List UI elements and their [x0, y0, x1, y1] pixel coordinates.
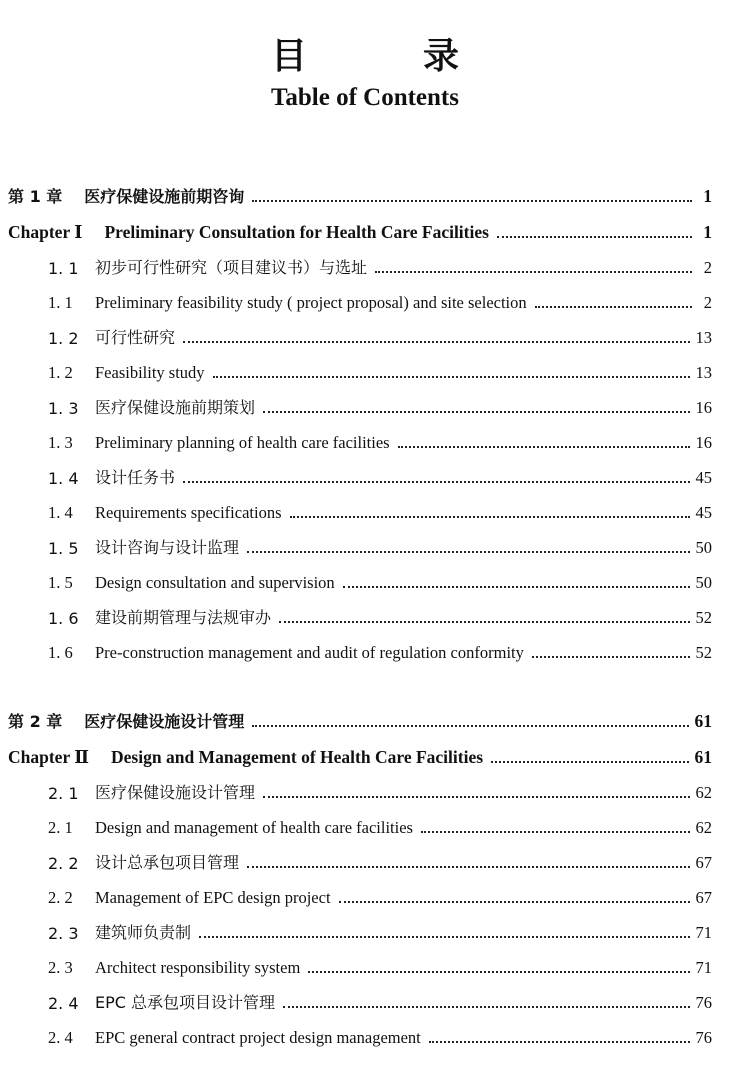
dot-leader	[247, 551, 689, 553]
entry-title: Preliminary feasibility study ( project proposal) and site selection	[95, 293, 527, 312]
page-number: 61	[694, 711, 712, 731]
page-number: 45	[695, 468, 712, 487]
entry-number: 第 1 章	[8, 187, 63, 206]
dot-leader	[491, 761, 688, 763]
toc-section-entry[interactable]	[48, 567, 712, 593]
page-number: 1	[703, 222, 712, 242]
entry-number: 2. 4	[48, 994, 79, 1013]
entry-number: 1. 3	[48, 433, 73, 452]
dot-leader	[339, 901, 690, 903]
toc-section-entry[interactable]	[48, 637, 712, 663]
entry-title: Preliminary planning of health care facilities	[95, 433, 390, 452]
page-number: 50	[695, 538, 712, 557]
entry-title: EPC 总承包项目设计管理	[95, 993, 276, 1012]
page-number: 62	[695, 818, 712, 837]
page-number: 50	[695, 573, 712, 592]
entry-number: 2. 3	[48, 924, 79, 943]
entry-title: Management of EPC design project	[95, 888, 331, 907]
entry-number: 2. 1	[48, 818, 73, 837]
entry-title: Design consultation and supervision	[95, 573, 335, 592]
toc-section-entry[interactable]	[48, 427, 712, 453]
toc-section-entry[interactable]	[48, 952, 712, 978]
page-number: 67	[695, 888, 712, 907]
page-number: 67	[695, 853, 712, 872]
dot-leader	[308, 971, 689, 973]
dot-leader	[283, 1006, 689, 1008]
entry-title: 医疗保健设施前期策划	[95, 398, 256, 417]
entry-number: 1. 5	[48, 539, 79, 558]
entry-title: 建筑师负责制	[95, 923, 192, 942]
entry-number: 1. 2	[48, 329, 79, 348]
page-title-english: Table of Contents	[271, 84, 459, 111]
dot-leader	[398, 446, 690, 448]
toc-section-entry[interactable]	[48, 462, 712, 488]
entry-title: 医疗保健设施设计管理	[84, 712, 245, 731]
entry-title: Preliminary Consultation for Health Care Facilities	[104, 222, 489, 242]
page-title-chinese: 目 录	[270, 36, 499, 77]
entry-title: 设计咨询与设计监理	[95, 538, 240, 557]
entry-number: 1. 4	[48, 503, 73, 522]
dot-leader	[252, 725, 688, 727]
entry-number: 2. 2	[48, 854, 79, 873]
entry-number: 2. 1	[48, 784, 79, 803]
dot-leader	[252, 200, 692, 202]
entry-title: Feasibility study	[95, 363, 205, 382]
entry-title: 建设前期管理与法规审办	[95, 608, 272, 627]
entry-number: 1. 4	[48, 469, 79, 488]
toc-section-entry[interactable]	[48, 322, 712, 348]
page-number: 13	[695, 363, 712, 382]
entry-number: 1. 5	[48, 573, 73, 592]
page-number: 13	[695, 328, 712, 347]
page-number: 52	[695, 608, 712, 627]
entry-title: 医疗保健设施设计管理	[95, 783, 256, 802]
toc-section-entry[interactable]	[48, 847, 712, 873]
dot-leader	[183, 481, 689, 483]
entry-title: 设计任务书	[95, 468, 176, 487]
toc-section-entry[interactable]	[48, 602, 712, 628]
toc-chapter-entry[interactable]	[8, 706, 712, 732]
page-number: 71	[695, 958, 712, 977]
dot-leader	[421, 831, 690, 833]
entry-number: 1. 6	[48, 643, 73, 662]
toc-section-entry[interactable]	[48, 882, 712, 908]
dot-leader	[290, 516, 690, 518]
entry-number: 1. 1	[48, 293, 73, 312]
entry-number: 1. 3	[48, 399, 79, 418]
entry-title: Requirements specifications	[95, 503, 282, 522]
dot-leader	[375, 271, 692, 273]
page-number: 16	[695, 398, 712, 417]
entry-number: 1. 6	[48, 609, 79, 628]
dot-leader	[497, 236, 692, 238]
toc-chapter-entry[interactable]	[8, 217, 712, 243]
page-number: 45	[695, 503, 712, 522]
dot-leader	[279, 621, 689, 623]
dot-leader	[263, 796, 689, 798]
entry-number: 1. 1	[48, 259, 79, 278]
page-number: 76	[695, 1028, 712, 1047]
toc-section-entry[interactable]	[48, 812, 712, 838]
entry-title: Architect responsibility system	[95, 958, 301, 977]
page-number: 1	[703, 186, 712, 206]
dot-leader	[343, 586, 690, 588]
toc-chapter-entry[interactable]	[8, 742, 712, 768]
toc-section-entry[interactable]	[48, 777, 712, 803]
entry-number: Chapter Ⅱ	[8, 747, 90, 767]
toc-section-entry[interactable]	[48, 1022, 712, 1048]
page-number: 16	[695, 433, 712, 452]
toc-section-entry[interactable]	[48, 392, 712, 418]
toc-section-entry[interactable]	[48, 497, 712, 523]
page-number: 52	[695, 643, 712, 662]
entry-title: 设计总承包项目管理	[95, 853, 240, 872]
page-number: 61	[694, 747, 712, 767]
entry-number: 2. 4	[48, 1028, 73, 1047]
entry-title: 初步可行性研究（项目建议书）与选址	[95, 258, 368, 277]
dot-leader	[429, 1041, 690, 1043]
toc-section-entry[interactable]	[48, 532, 712, 558]
dot-leader	[199, 936, 689, 938]
entry-title: Design and management of health care facilities	[95, 818, 413, 837]
dot-leader	[183, 341, 689, 343]
entry-title: EPC general contract project design management	[95, 1028, 421, 1047]
dot-leader	[532, 656, 690, 658]
page-number: 2	[703, 258, 712, 277]
toc-section-entry[interactable]	[48, 987, 712, 1013]
page-number: 76	[695, 993, 712, 1012]
page-number: 2	[703, 293, 712, 312]
dot-leader	[535, 306, 692, 308]
page-number: 62	[695, 783, 712, 802]
toc-section-entry[interactable]	[48, 252, 712, 278]
toc-chapter-entry[interactable]	[8, 181, 712, 207]
entry-title: Design and Management of Health Care Facilities	[111, 747, 484, 767]
entry-number: 第 2 章	[8, 712, 63, 731]
entry-number: Chapter Ⅰ	[8, 222, 83, 242]
toc-section-entry[interactable]	[48, 287, 712, 313]
toc-section-entry[interactable]	[48, 917, 712, 943]
page-number: 71	[695, 923, 712, 942]
entry-number: 2. 3	[48, 958, 73, 977]
dot-leader	[263, 411, 689, 413]
toc-section-entry[interactable]	[48, 357, 712, 383]
entry-title: Pre-construction management and audit of regulation conformity	[95, 643, 524, 662]
dot-leader	[247, 866, 689, 868]
entry-title: 可行性研究	[95, 328, 176, 347]
entry-number: 2. 2	[48, 888, 73, 907]
dot-leader	[213, 376, 690, 378]
entry-number: 1. 2	[48, 363, 73, 382]
entry-title: 医疗保健设施前期咨询	[84, 187, 245, 206]
